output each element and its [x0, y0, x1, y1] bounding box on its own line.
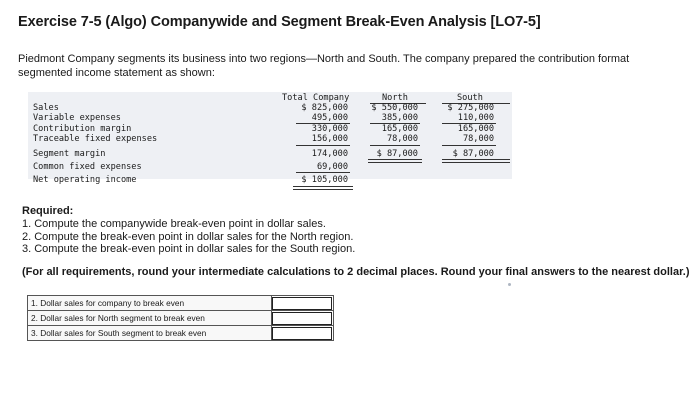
row-label-common-fixed: Common fixed expenses [33, 162, 142, 172]
rounding-note: (For all requirements, round your intermediate calculations to 2 decimal places. Round your final answers to the nearest dollar.) [22, 266, 690, 278]
cm-north: 165,000 [381, 124, 418, 134]
answer-row [28, 296, 334, 311]
required-item: 3. Compute the break-even point in dollar sales for the South region. [22, 243, 356, 255]
segmented-income-statement [28, 90, 512, 194]
sales-total: $ 825,000 [301, 103, 348, 113]
answer-table [27, 295, 334, 341]
answer-input-north[interactable] [272, 312, 332, 325]
rule-traceable-north [370, 145, 420, 146]
common-total: 69,000 [316, 162, 348, 172]
row-label-variable-expenses: Variable expenses [33, 113, 121, 123]
answer-label-south: 3. Dollar sales for South segment to break even [28, 326, 272, 341]
traceable-south: 78,000 [462, 134, 494, 144]
required-heading: Required: [22, 205, 74, 217]
row-label-contribution-margin: Contribution margin [33, 124, 132, 134]
intro-paragraph: Piedmont Company segments its business into two regions—North and South. The company prepared the contribution format segmented income statement as shown: [18, 53, 630, 79]
required-item: 1. Compute the companywide break-even point in dollar sales. [22, 218, 326, 230]
rule-traceable-south [442, 145, 496, 146]
rule-traceable-total [296, 145, 350, 146]
traceable-total: 156,000 [311, 134, 348, 144]
segment-total: 174,000 [311, 149, 348, 159]
decorative-dot [508, 283, 511, 286]
required-item: 2. Compute the break-even point in dollar sales for the North region. [22, 230, 354, 243]
answer-input-south[interactable] [272, 327, 332, 340]
cm-south: 165,000 [457, 124, 494, 134]
row-label-traceable-fixed: Traceable fixed expenses [33, 134, 158, 144]
cm-total: 330,000 [311, 124, 348, 134]
sales-north: $ 550,000 [371, 103, 418, 113]
answer-row [28, 311, 334, 326]
required-list [22, 218, 355, 256]
variable-total: 495,000 [311, 113, 348, 123]
double-rule-noi [293, 186, 353, 190]
row-label-net-operating-income: Net operating income [33, 175, 137, 185]
double-rule-south [442, 159, 510, 163]
variable-north: 385,000 [381, 113, 418, 123]
noi-total: $ 105,000 [301, 175, 348, 185]
segment-south: $ 87,000 [452, 149, 494, 159]
row-label-sales: Sales [33, 103, 59, 113]
segment-north: $ 87,000 [376, 149, 418, 159]
sales-south: $ 275,000 [447, 103, 494, 113]
variable-south: 110,000 [457, 113, 494, 123]
answer-label-north: 2. Dollar sales for North segment to break even [28, 311, 272, 326]
answer-row [28, 326, 334, 341]
header-total-company: Total Company [282, 93, 350, 103]
rule-common-total [296, 172, 350, 173]
row-label-segment-margin: Segment margin [33, 149, 106, 159]
traceable-north: 78,000 [386, 134, 418, 144]
exercise-title: Exercise 7-5 (Algo) Companywide and Segment Break-Even Analysis [LO7-5] [18, 14, 541, 30]
double-rule-north [368, 159, 422, 163]
answer-label-company: 1. Dollar sales for company to break even [28, 296, 272, 311]
header-north: North [382, 93, 408, 103]
header-south: South [457, 93, 483, 103]
answer-input-company[interactable] [272, 297, 332, 310]
